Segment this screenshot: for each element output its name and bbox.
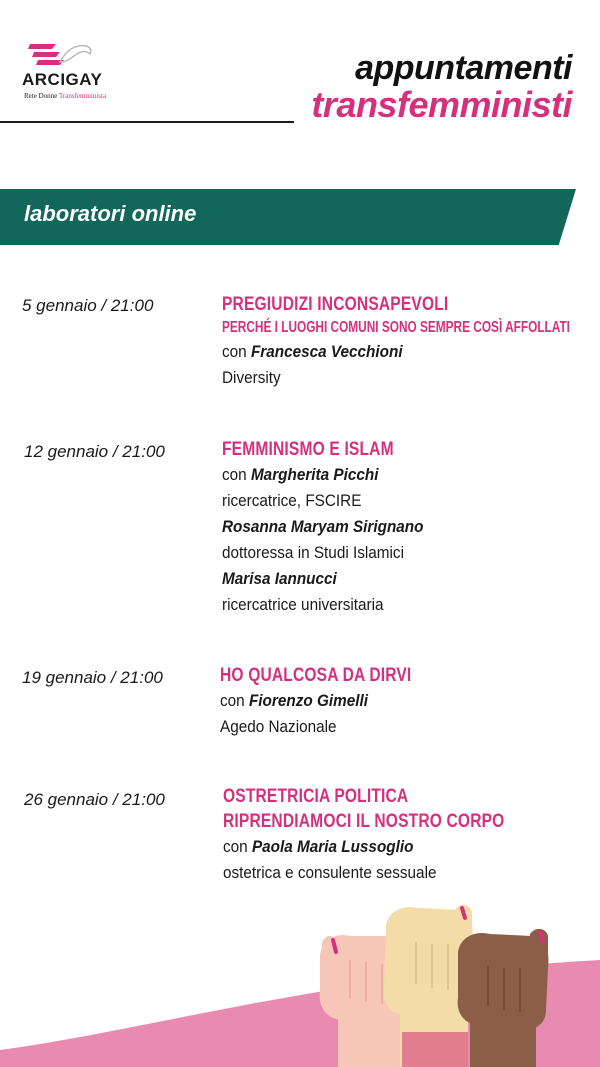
arcigay-logo-icon (26, 40, 106, 70)
event-speaker: con Fiorenzo Gimelli (220, 691, 368, 710)
event-date: 12 gennaio / 21:00 (24, 442, 165, 461)
logo-subtitle: Rete Donne Transfemminista (24, 92, 107, 100)
event-title: OSTRETRICIA POLITICA (223, 786, 409, 807)
event-date: 5 gennaio / 21:00 (22, 296, 154, 315)
event-subtitle: PERCHÉ I LUOGHI COMUNI SONO SEMPRE COSÌ AFFOLLATI (222, 319, 570, 336)
event-speaker-role: dottoressa in Studi Islamici (222, 543, 404, 562)
event-title: HO QUALCOSA DA DIRVI (220, 665, 412, 686)
event-speaker: con Paola Maria Lussoglio (223, 837, 414, 856)
event-subtitle: RIPRENDIAMOCI IL NOSTRO CORPO (223, 811, 505, 832)
event-title: FEMMINISMO E ISLAM (222, 439, 394, 460)
event-speaker-role: ricercatrice universitaria (222, 595, 384, 614)
event-speaker-name: Marisa Iannucci (222, 569, 337, 588)
page-title-line2: transfemministi (311, 84, 572, 125)
page-title-line1: appuntamenti (355, 49, 572, 87)
event-title: PREGIUDIZI INCONSAPEVOLI (222, 294, 449, 315)
header-divider (0, 121, 294, 123)
event-speaker-role: ostetrica e consulente sessuale (223, 863, 437, 882)
event-date: 19 gennaio / 21:00 (22, 668, 163, 687)
event-speaker: con Margherita Picchi (222, 465, 379, 484)
arcigay-logo (22, 40, 122, 104)
event-speaker: con Francesca Vecchioni (222, 342, 403, 361)
event-speaker-role: Diversity (222, 368, 281, 387)
event-speaker-role: ricercatrice, FSCIRE (222, 491, 362, 510)
event-date: 26 gennaio / 21:00 (24, 790, 165, 809)
raised-fists-illustration (0, 880, 600, 1067)
section-banner-label: laboratori online (24, 201, 197, 226)
event-speaker-name: Rosanna Maryam Sirignano (222, 517, 424, 536)
logo-text: ARCIGAY (22, 70, 103, 89)
event-speaker-role: Agedo Nazionale (220, 717, 337, 736)
